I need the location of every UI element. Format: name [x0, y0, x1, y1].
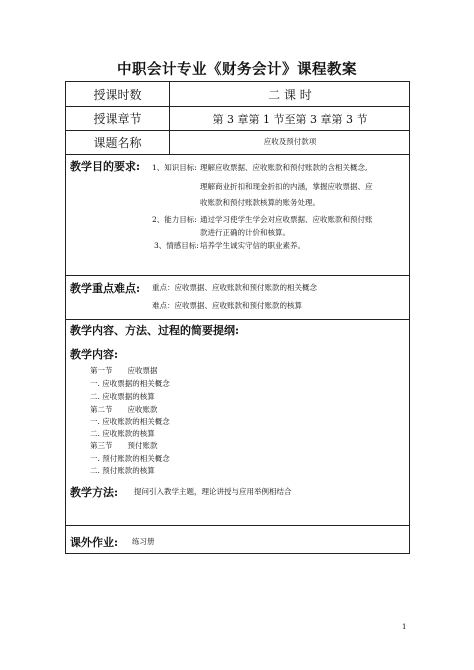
row-divider — [66, 319, 409, 320]
row-divider — [66, 525, 409, 526]
outline-item: 第一节 应收票据 — [90, 366, 158, 375]
hours-label: 授课时数 — [93, 87, 142, 102]
outline-item: 一. 应收票据的相关概念 — [90, 379, 170, 388]
outline-item: 一. 应收账款的相关概念 — [90, 417, 170, 426]
outline-item: 第二节 应收账款 — [90, 405, 158, 414]
chapter-label: 授课章节 — [93, 112, 142, 126]
objective-line: 理解应收票据、应收账款和预付账款的含相关概念, — [200, 163, 368, 172]
method-heading: 教学方法: — [70, 486, 119, 499]
method-text: 提问引入教学主题，理论讲授与应用举例相结合 — [134, 487, 292, 496]
outline-item: 二. 预付账款的核算 — [90, 466, 155, 475]
page-number: 1 — [402, 623, 407, 631]
document-title: 中职会计专业《财务会计》课程教案 — [117, 61, 357, 78]
objective-line: 收账款和预付账款核算的账务处理。 — [200, 198, 320, 207]
outline-item: 二. 应收账款的核算 — [90, 429, 155, 438]
key-points-heading: 教学重点难点: — [70, 282, 141, 295]
difficult-point-line: 难点：应收票据、应收账款和预付账款的核算 — [152, 301, 302, 310]
outline-item: 第三节 预付账款 — [90, 441, 158, 450]
content-subheading: 教学内容: — [70, 348, 119, 361]
homework-heading: 课外作业: — [70, 536, 119, 549]
content-heading: 教学内容、方法、过程的简要提纲: — [70, 324, 240, 337]
objective-line: 理解商业折扣和现金折扣的内涵，掌握应收票据、应 — [200, 182, 373, 191]
topic-value: 应收及预付款项 — [263, 137, 317, 147]
topic-label: 课题名称 — [93, 136, 142, 150]
objective-line: 培养学生诚实守信的职业素养。 — [200, 241, 305, 250]
key-point-line: 重点：应收票据、应收账款和预付账款的相关概念 — [152, 283, 317, 292]
emotion-objective-label: 3、情感目标: — [154, 241, 199, 250]
hours-value: 二 课 时 — [268, 87, 312, 102]
objective-line: 通过学习使学生学会对应收票据、应收账款和预付账 — [200, 215, 373, 224]
homework-text: 练习册 — [132, 537, 155, 546]
outline-item: 一. 预付账款的相关概念 — [90, 454, 170, 463]
row-divider — [66, 275, 409, 276]
outline-item: 二. 应收票据的核算 — [90, 392, 155, 401]
knowledge-objective-label: 1、知识目标: — [152, 163, 197, 172]
lesson-plan-table — [65, 81, 410, 554]
objectives-heading: 教学目的要求: — [70, 160, 141, 173]
chapter-value: 第 3 章第 1 节至第 3 章第 3 节 — [212, 112, 368, 126]
row-divider — [66, 154, 409, 155]
ability-objective-label: 2、能力目标: — [152, 215, 197, 224]
objective-line: 款进行正确的计价和核算。 — [200, 228, 290, 237]
